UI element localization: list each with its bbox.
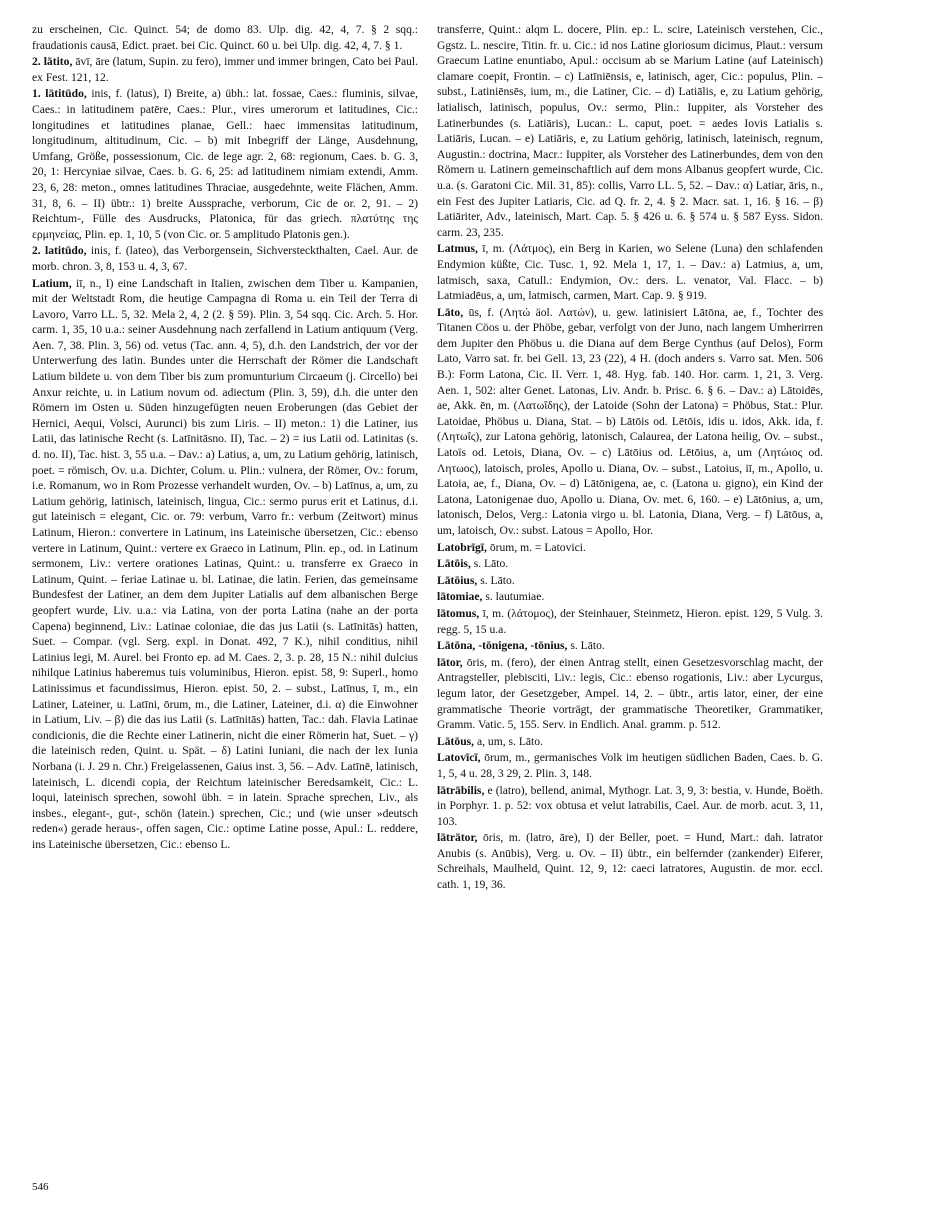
entry-text: ōrum, m. = Latovici. [489, 540, 586, 554]
headword: lātrātor, [437, 831, 478, 845]
entry-text: inis, f. (latus), I) Breite, a) übh.: lat. fossae, Caes.: fluminis, silvae, Caes.: in latitudinem patēre, Caes.: Plur., vires umerorum et latitudines, Cic.: longitudines et latitudines planae, Gell.: haec immensitas latitudinum, longitudinum, altitudinum, Cic. – b) mit Inbegriff der Länge, Ausdehnung, Umfang, Größe, possessionum, Cic. de lege agr. 2, 68: regionum, Caes. b. G. 3, 20, 1: Hercyniae silvae, Caes. b. G. 6, 25: ad latitudinem nimiam extendi, Amm. 23, 6, 28: meton., omnes latitudines Thraciae, ausgedehnte, weite Flächen, Amm. 31, 8, 6. – II) übtr.: 1) breite Aussprache, verborum, Cic de or. 2, 91. – 2) Reichtum-, Fülle des Ausdrucks, Platonica, für das griech. πλατύτης της ερμηνείας, Plin. ep. 1, 10, 5 (von Cic. or. 5 amplitudo Platonis gen.). [32, 87, 418, 241]
entry-continuation [437, 22, 823, 240]
entry-text: e (latro), bellend, animal, Mythogr. Lat. 3, 9, 3: bestia, v. Hunde, Boëth. in Porphyr. 1. p. 52: vox obtusa et velut latrabilis, Cael. Aur. de morb. acut. 3, 11, 103. [437, 783, 823, 828]
entry-text: ī, m. (λάτομος), der Steinhauer, Steinmetz, Hieron. epist. 129, 5 Vulg. 3. regg. 5, 15 u.a. [437, 606, 823, 636]
right-column [437, 22, 823, 1184]
entry-text: s. Lāto. [480, 573, 515, 587]
entry-text: ūs, f. (Λητώ äol. Λατών), u. gew. latinisiert Lātōna, ae, f., Tochter des Titanen Cöos u. der Phöbe, gebar, verfolgt von der Juno, nach langem Umherirren dem Jupiter den Phöbus u. die Diana auf dem Berge Cynthus (auf Delos), Form Lato, Varro sat. fr. bei Gell. 13, 23 (22), 4 H. (doch anders s. Varro sat. Men. 506 B.): Form Latona, Cic. II. Verr. 1, 48. Hyg. fab. 140. Hor. carm. 1, 21, 3. Verg. Aen. 1, 502: alter Genet. Latonas, Liv. Andr. b. Prisc. 6. § 6. – Dav.: a) Lātoidēs, ae, Akk. ēn, m. (Λατωΐδης), der Latoide (Sohn der Latona) = Phöbus, Stat.: Plur. Latoidae, Phöbus u. Diana, Stat. – b) Lātōis od. Lētōis, idis u. idos, Akk. ida, f. (Λητωΐς), zur Latona gehörig, latonisch, Calaurea, der Latona heilig, Ov. – subst., Latoïs od. Letois, Diana, Ov. – c) Lātōius od. Lētōius, a, um (Λητώιος od. Λητωος), latoisch, proles, Apollo u. Diana, Ov. – subst., Latoius, iī, m., Apollo, u. Latoia, ae, f., Diana, Ov. – d) Lātōnigena, ae, c. (Latona u. gigno), ein Kind der Latona, Latonigenae duo, Apollo u. Diana, Ov. met. 6, 160. – e) Lātōnius, a, um, latonisch, Delos, Verg.: Latonia virgo u. bl. Latonia, Diana, Verg. – f) Lātōus, a, um, latoisch, Ov.: subst. Latous = Apollo, Hor. [437, 305, 823, 537]
entry-latrabilis [437, 783, 823, 830]
entry-latous [437, 734, 823, 750]
entry-lato [437, 305, 823, 539]
entry-latovici [437, 750, 823, 781]
headword: lātomiae, [437, 590, 483, 604]
entry-text: āvī, āre (latum, Supin. zu fero), immer und immer bringen, Cato bei Paul. ex Fest. 121, 12. [32, 55, 418, 84]
headword: 2. lātito, [32, 55, 73, 69]
headword: lātor, [437, 655, 463, 669]
entry-latois [437, 556, 823, 572]
entry-latomus [437, 606, 823, 637]
entry-latitudo-1 [32, 86, 418, 242]
headword: Latovīcī, [437, 751, 481, 765]
headword: Lāto, [437, 305, 464, 319]
entry-text: ōris, m. (fero), der einen Antrag stellt, einen Gesetzesvorschlag macht, der Antragsteller, plebisciti, Liv.: legis, Cic.: ebenso rogationis, Liv.: aber Lycurgus, legum lator, der Gesetzgeber, Ampel. 14, 2. – übtr., artis lator, einer, der eine grammatische Theorie vorträgt, der grammatische Theoretiker, Grammatiker, Gramm. Vatic. 5, 155. Serv. in Endlich. Anal. gramm. p. 512. [437, 655, 823, 732]
page-number: 546 [32, 1181, 49, 1193]
entry-text: zu erscheinen, Cic. Quinct. 54; de domo 83. Ulp. dig. 42, 4, 7. § 2 sqq.: fraudationis causā, Edict. praet. bei Cic. Quinct. 60 u. bei Ulp. dig. 42, 4, 7. § 1. [32, 23, 418, 52]
entry-latoius [437, 573, 823, 589]
entry-text: transferre, Quint.: alqm L. docere, Plin. ep.: L. scire, Lateinisch verstehen, Cic., Ggstz. L. nescire, Titin. fr. u. Cic.: id nos Latine gloriosum dicimus, Plaut.: versum Graecum Latine enuntiabo, Apul.: occisum ab se Marium Latine (auf Lateinisch) clamare coepit, Frontin. – c) Latīniēnsis, e, latinisch, ager, Cic.: populus, Plin. – subst., Latiniēnsēs, ium, m., die Latiner, Cic. – d) Latiālis, e, zu Latium gehörig, latialisch, latinisch, populus, Ov.: sermo, Plin.: Iuppiter, als Vorsteher des Latinerbundes (s. Latiāris), Lucan.: L. caput, poet. = aedes Iovis Latialis s. Latiāris, Lucan. – e) Latiāris, e, zu Latium gehörig, latinisch, lateinisch, regnum, Augustin.: doctrina, Macr.: Iuppiter, als Vorsteher des Latinerbundes, dem von den Römern u. Latinern gemeinschaftlich auf dem mons Albanus geopfert wurde, Cic. u.a. (s. Garatoni Cic. Mil. 31, 85): collis, Varro LL. 5, 52. – Dav.: α) Latiar, āris, n., ein Fest des Jupiter Latiaris, Cic. ad Q. fr. 2, 4. § 2. Macr. sat. 1, 16. § 16. – β) Latiāriter, Adv., lateinisch, Mart. Cap. 5. § 426 u. 6. § 574 u. § 587 Eyss. Sidon. carm. 23, 235. [437, 23, 823, 239]
headword: Lātōus, [437, 734, 475, 748]
left-column [32, 22, 418, 1184]
entry-continuation [32, 22, 418, 53]
entry-text: ōrum, m., germanisches Volk im heutigen südlichen Baden, Caes. b. G. 1, 5, 4 u. 28, 3 29, 2. Plin. 3, 148. [437, 751, 823, 780]
headword: Latmus, [437, 242, 478, 256]
entry-latium [32, 276, 418, 853]
entry-latitudo-2 [32, 243, 418, 274]
entry-text: iī, n., I) eine Landschaft in Italien, zwischen dem Tiber u. Kampanien, mit der Weltstadt Rom, die heutige Campagna di Roma u. ein Teil der Terra di Lavoro, Varro LL. 5, 32. Mela 2, 4, 2 (2. § 59). Plin. 3, 54 sqq. Cic. Arch. 5. Hor. carm. 1, 35, 10 u.a.: seiner Ausdehnung nach zerfallend in Latium antiquum (Verg. Aen. 7, 38. Plin. 3, 56) od. vetus (Tac. ann. 4, 5), d.h. den Landstrich, der vor der Unterwerfung des latin. Bundes unter die Herrschaft der Römer die Landschaft Latium bildete u. von dem Tiber bis zum promunturium Circaeum (j. Circello) bei Anxur reichte, u. in Latium novum od. adiectum (Plin. 3, 59), d.h. die unter den Römern im Osten u. Süden hinzugefügten neuen Eroberungen (das Gebiet der Hernici, Aequi, Volsci, Aurunci) bis zum Liris. – II) meton.: 1) die Latiner, ius Latii, das latinische Recht (s. Latīnitāsno. II), Tac. – 2) = ius Latii od. Latinitas (s. d. no. II), Tac. hist. 3, 55 u.a. – Dav.: a) Latius, a, um, zu Latium gehörig, latinisch, poet. = römisch, Ov. u.a. Dichter, Colum. u. Plin.: vulnera, der Römer, Ov.: forum, i.e. Romanum, wo in Rom Prozesse verhandelt wurden, Ov. – b) Latīnus, a, um, zu Latium gehörig, latinisch, lateinisch, lingua, Cic.: sermo purus erit et Latinus, d.i. gut lateinisch = elegant, Cic. or. 79: verbum, Varro fr.: verbum (Zeitwort) minus Latinum, Hieron.: convertere in Latinum, ins Lateinische übersetzen, Cic.: ebenso vertere in Latinum, Quint.: vertere ex Graeco in Latinum, Plin. ep., od. in Latinum sermonem, Liv.: vertere orationes Latinas, Quint.: u. transferre ex Graeco in Latinum, Quint. – feriae Latinae u. bl. Latinae, die latin. Ferien, das gemeinsame Bundesfest der Latiner, an dem dem Jupiter Latialis auf dem albanischen Berge geopfert wurde, Liv. u.a.: via Latina, von der porta Latina (nahe an der porta Capena) beginnend, Liv.: Latinae coloniae, die das jus Latii (s. Latīnitās) hatten, Suet. – Compar. (vgl. Serg. expl. in Donat. 492, 7 K.), nihil conditius, nihil Latinius legi, M. Aurel. bei Fronto ep. ad M. Caes. 2, 3. p. 28, 15 N.: nihil dulcius nihilque Latinius haberemus tuis voluminibus, Hieron. epist. 58, 9: Superl., homo Latinissimus et facundissimus, Hieron. epist. 50, 2. – subst., Latīnus, ī, m., ein Latiner, Lateiner, u. Latīni, ōrum, m., die Latiner, Lateiner, d.i. α) die Einwohner in Latium, Liv. – β) die das ius Latii (s. Latīnitās) hatten, Tac.: dah. Flavia Latinae condicionis, die die Rechte einer Latinerin, nicht die einer Römerin hat, Suet. – γ) die lateinisch reden, Quint. u. Spät. – δ) Latini Iuniani, die nach der lex Iunia Norbana (i. J. 29 n. Chr.) Freigelassenen, Gaius inst. 3, 56. – Adv. Latīnē, latinisch, lateinisch, L. dicendi copia, der Reichtum lateinischer Beredsamkeit, Cic.: L. loqui, lateinisch sprechen, sowohl übh. = in latein. Sprache sprechen, Liv., als insbes., elegant-, gut-, schön (latein.) sprechen, Cic.; und (wie unser »deutsch reden«) gerade heraus-, offen sagen, Cic.: optime Latine posse, Apul.: L. reddere, ins Lateinische übersetzen, Cic.: ebenso L. [32, 276, 418, 851]
entry-text: s. lautumiae. [485, 590, 545, 604]
entry-latona [437, 638, 823, 654]
headword: lātomus, [437, 606, 480, 620]
entry-text: inis, f. (lateo), das Verborgensein, Sichversteckthalten, Cael. Aur. de morb. chron. 3, 8, 153 u. 4, 3, 67. [32, 244, 418, 273]
entry-latito [32, 54, 418, 85]
headword: Lātōius, [437, 573, 478, 587]
entry-latobrigi [437, 540, 823, 556]
headword: lātrābilis, [437, 783, 485, 797]
entry-latomiae [437, 589, 823, 605]
headword: Lātōis, [437, 557, 471, 571]
entry-text: s. Lāto. [473, 557, 509, 571]
entry-text: s. Lāto. [570, 639, 605, 653]
entry-lator [437, 655, 823, 733]
entry-text: ōris, m. (latro, āre), I) der Beller, poet. = Hund, Mart.: dah. latrator Anubis (s. Anūbis), Verg. u. Ov. – II) übtr., ein belfernder (zankender) Eiferer, Schreihals, Maulheld, Quint. 12, 9, 12: caeci latratores, Augustin. de mor. eccl. cath. 1, 19, 36. [437, 831, 823, 892]
headword: Lātōna, -tōnigena, -tōnius, [437, 639, 568, 653]
headword: 1. lātitūdo, [32, 87, 87, 101]
headword: Latobrīgī, [437, 540, 487, 554]
entry-latrator [437, 830, 823, 892]
headword: Latium, [32, 276, 72, 290]
entry-text: ī, m. (Λάτμος), ein Berg in Karien, wo Selene (Luna) den schlafenden Endymion küßte, Cic. Tusc. 1, 92. Mela 1, 17, 1. – Dav.: a) Latmius, a, um, latmisch, saxa, Catull.: Endymion, Ov.: ders. L. venator, Val. Flacc. – b) Latmiadēus, a, um, latmisch, carmen, Mart. Cap. 9. § 919. [437, 242, 823, 303]
entry-text: a, um, s. Lāto. [476, 734, 543, 748]
entry-latmus [437, 241, 823, 303]
headword: 2. latitūdo, [32, 244, 87, 258]
